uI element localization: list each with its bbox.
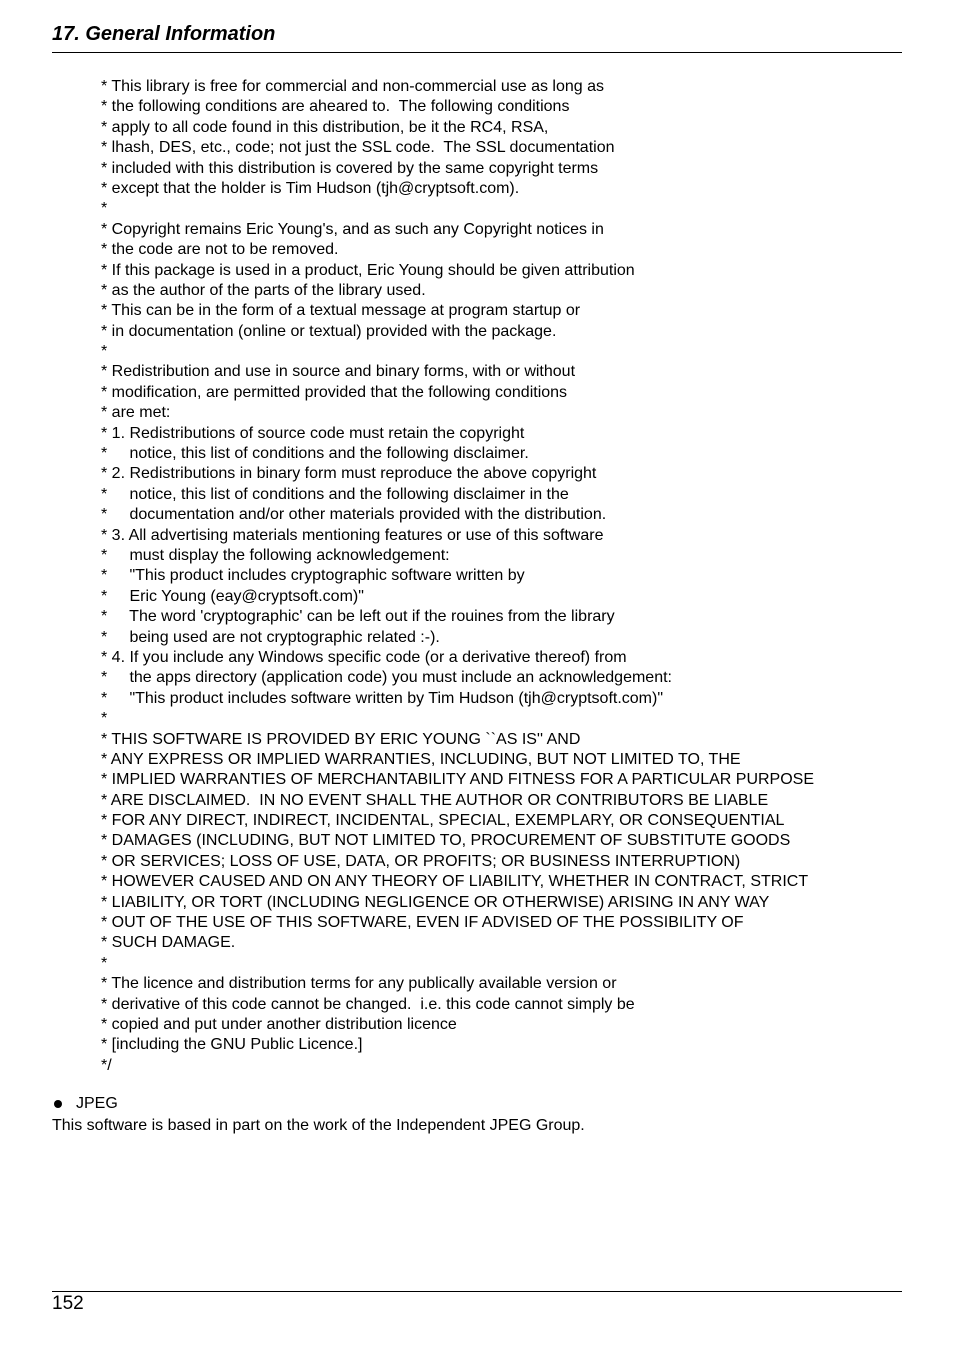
license-line: * 4. If you include any Windows specific code (or a derivative thereof) from: [101, 648, 627, 666]
license-line: * HOWEVER CAUSED AND ON ANY THEORY OF LIABILITY, WHETHER IN CONTRACT, STRICT: [101, 873, 809, 891]
license-line: * IMPLIED WARRANTIES OF MERCHANTABILITY AND FITNESS FOR A PARTICULAR PURPOSE: [101, 771, 815, 789]
bullet-icon: [54, 1100, 62, 1108]
license-line: * SUCH DAMAGE.: [101, 934, 236, 952]
section-title: 17. General Information: [52, 23, 276, 45]
license-line: * OR SERVICES; LOSS OF USE, DATA, OR PROFITS; OR BUSINESS INTERRUPTION): [101, 852, 741, 870]
license-line: * LIABILITY, OR TORT (INCLUDING NEGLIGENCE OR OTHERWISE) ARISING IN ANY WAY: [101, 893, 770, 911]
license-line: * DAMAGES (INCLUDING, BUT NOT LIMITED TO, PROCUREMENT OF SUBSTITUTE GOODS: [101, 832, 791, 850]
license-line: * ARE DISCLAIMED. IN NO EVENT SHALL THE AUTHOR OR CONTRIBUTORS BE LIABLE: [101, 791, 769, 809]
license-line: * as the author of the parts of the library used.: [101, 281, 426, 299]
license-line: *: [101, 200, 108, 218]
license-line: * lhash, DES, etc., code; not just the SSL code. The SSL documentation: [101, 139, 615, 157]
license-line: * the apps directory (application code) you must include an acknowledgement:: [101, 669, 672, 687]
license-line: * Copyright remains Eric Young's, and as such any Copyright notices in: [101, 220, 604, 238]
license-line: *: [101, 954, 108, 972]
page-header: [52, 22, 902, 46]
license-line: * are met:: [101, 404, 171, 422]
license-line: *: [101, 343, 108, 361]
license-line: * Eric Young (eay@cryptsoft.com)": [101, 587, 364, 605]
license-line: * This can be in the form of a textual message at program startup or: [101, 302, 581, 320]
license-line: * modification, are permitted provided that the following conditions: [101, 383, 568, 401]
license-line: * 2. Redistributions in binary form must reproduce the above copyright: [101, 465, 597, 483]
license-line: * in documentation (online or textual) provided with the package.: [101, 322, 557, 340]
license-line: * documentation and/or other materials provided with the distribution.: [101, 506, 607, 524]
license-line: * must display the following acknowledgement:: [101, 546, 450, 564]
jpeg-bullet-label: JPEG: [76, 1095, 118, 1112]
license-line: * THIS SOFTWARE IS PROVIDED BY ERIC YOUNG ``AS IS'' AND: [101, 730, 581, 748]
license-line: * FOR ANY DIRECT, INDIRECT, INCIDENTAL, SPECIAL, EXEMPLARY, OR CONSEQUENTIAL: [101, 812, 785, 830]
license-line: * included with this distribution is covered by the same copyright terms: [101, 159, 599, 177]
license-line: * "This product includes cryptographic software written by: [101, 567, 525, 585]
license-line: * The licence and distribution terms for any publically available version or: [101, 975, 617, 993]
license-line: * The word 'cryptographic' can be left out if the rouines from the library: [101, 608, 615, 626]
jpeg-bullet-item: [52, 1094, 118, 1114]
jpeg-paragraph: This software is based in part on the work of the Independent JPEG Group.: [52, 1117, 585, 1134]
page-number: 152: [52, 1293, 84, 1314]
license-line: * apply to all code found in this distribution, be it the RC4, RSA,: [101, 118, 549, 136]
license-line: * notice, this list of conditions and the following disclaimer.: [101, 445, 529, 463]
license-line: * ANY EXPRESS OR IMPLIED WARRANTIES, INCLUDING, BUT NOT LIMITED TO, THE: [101, 750, 741, 768]
license-line: *: [101, 710, 108, 728]
license-line: * 3. All advertising materials mentioning features or use of this software: [101, 526, 604, 544]
license-line: * This library is free for commercial and non-commercial use as long as: [101, 78, 605, 95]
license-line: * Redistribution and use in source and binary forms, with or without: [101, 363, 576, 381]
license-line: * derivative of this code cannot be changed. i.e. this code cannot simply be: [101, 995, 635, 1013]
license-text-block: [101, 77, 814, 1076]
license-line: * "This product includes software written by Tim Hudson (tjh@cryptsoft.com)": [101, 689, 664, 707]
footer-divider: [52, 1291, 902, 1292]
license-line: * [including the GNU Public Licence.]: [101, 1036, 363, 1054]
license-line: * notice, this list of conditions and the following disclaimer in the: [101, 485, 569, 503]
header-divider: [52, 52, 902, 53]
license-line: * 1. Redistributions of source code must retain the copyright: [101, 424, 525, 442]
license-line: * except that the holder is Tim Hudson (tjh@cryptsoft.com).: [101, 179, 520, 197]
license-line: * copied and put under another distribution licence: [101, 1015, 457, 1033]
license-line: * the following conditions are aheared to. The following conditions: [101, 98, 570, 116]
license-line: * the code are not to be removed.: [101, 241, 339, 259]
license-line: * If this package is used in a product, Eric Young should be given attribution: [101, 261, 635, 279]
license-line: */: [101, 1056, 112, 1074]
license-line: * being used are not cryptographic related :-).: [101, 628, 440, 646]
license-line: * OUT OF THE USE OF THIS SOFTWARE, EVEN IF ADVISED OF THE POSSIBILITY OF: [101, 914, 744, 932]
